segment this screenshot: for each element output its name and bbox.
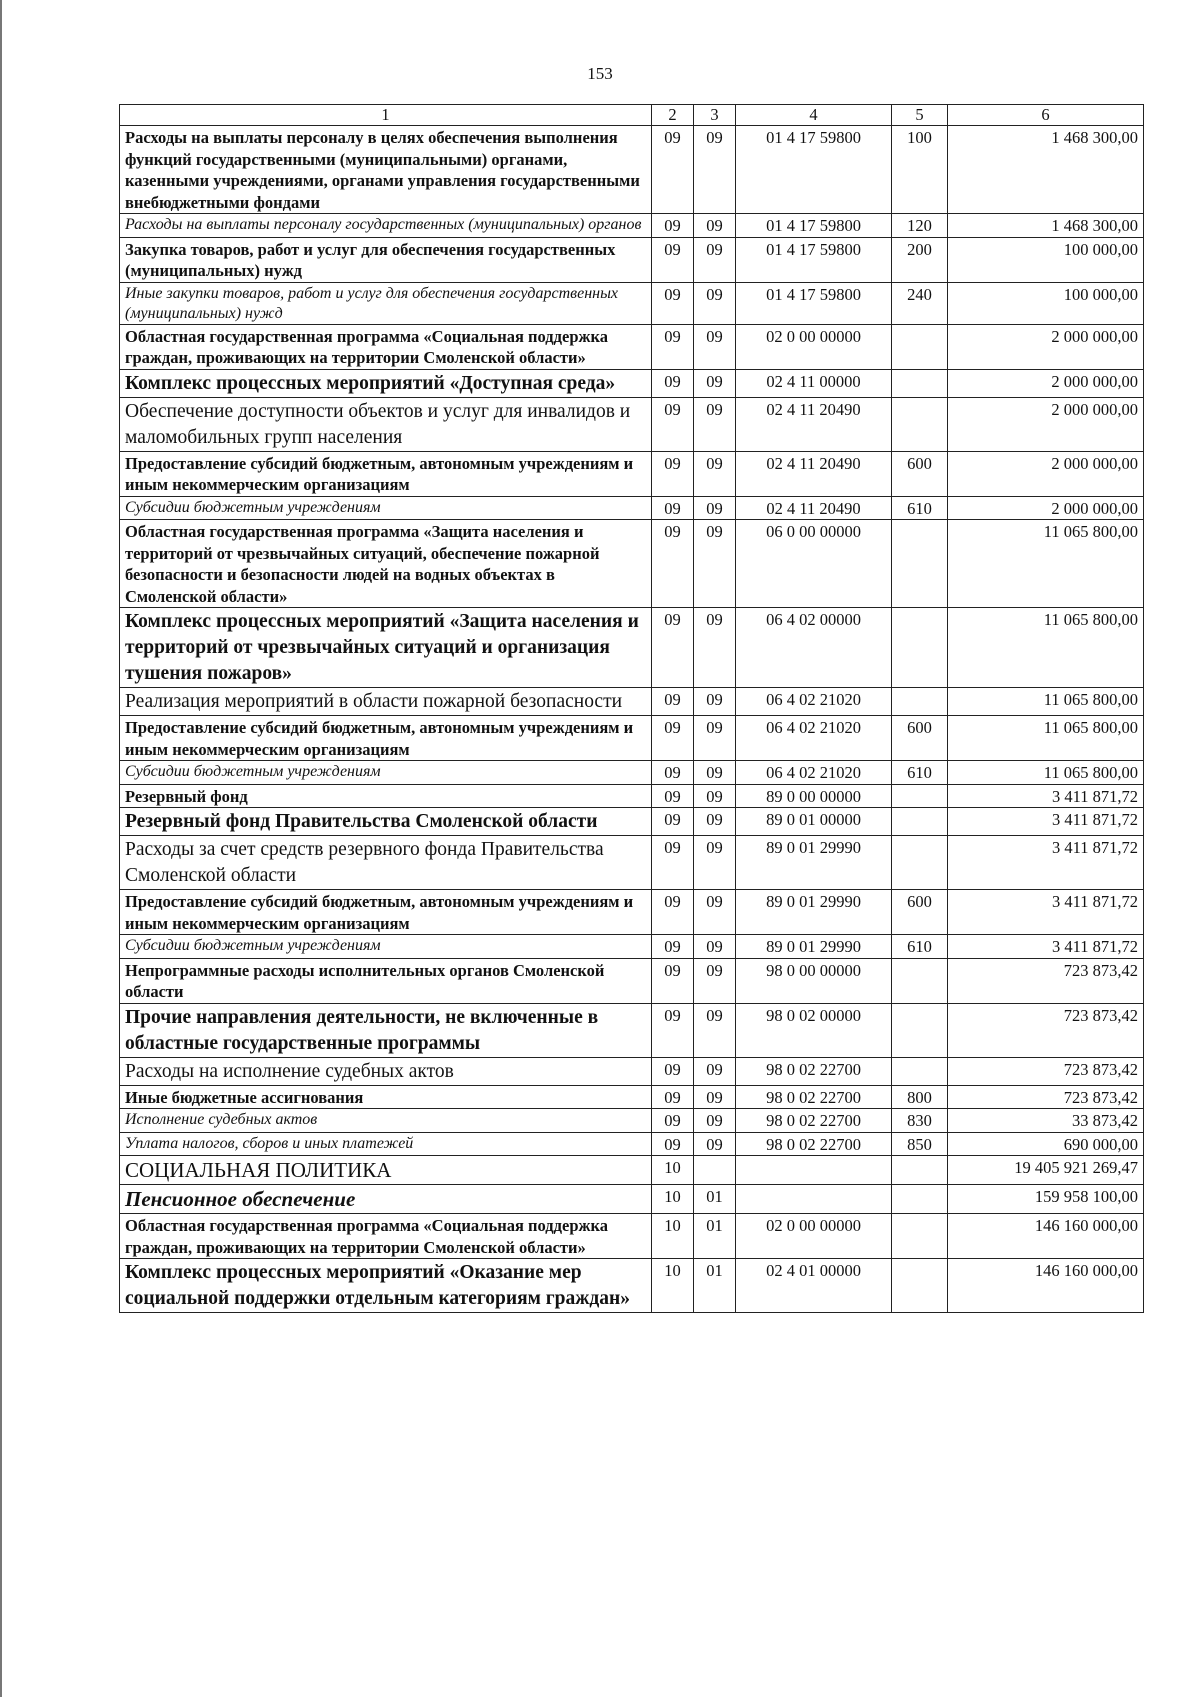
- row-expense-type-cell: 610: [892, 496, 948, 520]
- row-section-cell: 09: [652, 520, 694, 608]
- row-target-article-cell: 98 0 02 22700: [736, 1109, 892, 1133]
- row-target-article-cell: 01 4 17 59800: [736, 126, 892, 214]
- row-name-cell: Иные закупки товаров, работ и услуг для обеспечения государственных (муниципальных) нужд: [120, 282, 652, 324]
- row-target-article-cell: 89 0 00 00000: [736, 784, 892, 808]
- row-expense-type-cell: [892, 1003, 948, 1057]
- row-expense-type-cell: 120: [892, 214, 948, 238]
- row-subsection-cell: 09: [694, 958, 736, 1003]
- row-target-article-cell: 02 4 11 20490: [736, 397, 892, 451]
- row-amount-cell: 2 000 000,00: [948, 324, 1144, 369]
- table-row: [120, 808, 1144, 836]
- row-target-article-cell: 98 0 00 00000: [736, 958, 892, 1003]
- row-subsection-cell: 09: [694, 126, 736, 214]
- row-target-article-cell: 01 4 17 59800: [736, 282, 892, 324]
- row-target-article-cell: 02 4 01 00000: [736, 1259, 892, 1313]
- row-expense-type-cell: 240: [892, 282, 948, 324]
- table-row: [120, 1185, 1144, 1214]
- row-expense-type-cell: 800: [892, 1085, 948, 1109]
- row-expense-type-cell: 600: [892, 451, 948, 496]
- row-subsection-cell: 09: [694, 1085, 736, 1109]
- row-subsection-cell: 09: [694, 1132, 736, 1156]
- row-subsection-cell: 09: [694, 397, 736, 451]
- page-number: 153: [587, 64, 613, 83]
- row-name-cell: Комплекс процессных мероприятий «Оказание мер социальной поддержки отдельным категориям граждан»: [120, 1259, 652, 1313]
- row-name-cell: Расходы за счет средств резервного фонда Правительства Смоленской области: [120, 836, 652, 890]
- row-target-article-cell: 98 0 02 22700: [736, 1057, 892, 1085]
- row-section-cell: 09: [652, 761, 694, 785]
- row-name-cell: Предоставление субсидий бюджетным, автономным учреждениям и иным некоммерческим организациям: [120, 451, 652, 496]
- row-expense-type-cell: 600: [892, 716, 948, 761]
- row-target-article-cell: 02 0 00 00000: [736, 324, 892, 369]
- row-expense-type-cell: 830: [892, 1109, 948, 1133]
- row-expense-type-cell: 100: [892, 126, 948, 214]
- row-expense-type-cell: [892, 397, 948, 451]
- row-target-article-cell: 98 0 02 22700: [736, 1085, 892, 1109]
- row-name-cell: Исполнение судебных актов: [120, 1109, 652, 1133]
- row-subsection-cell: 09: [694, 761, 736, 785]
- table-row: [120, 836, 1144, 890]
- row-subsection-cell: 09: [694, 1109, 736, 1133]
- row-target-article-cell: 89 0 01 00000: [736, 808, 892, 836]
- row-target-article-cell: 89 0 01 29990: [736, 890, 892, 935]
- row-name-cell: Комплекс процессных мероприятий «Доступная среда»: [120, 369, 652, 397]
- row-subsection-cell: 09: [694, 1057, 736, 1085]
- row-amount-cell: 2 000 000,00: [948, 397, 1144, 451]
- row-name-cell: Пенсионное обеспечение: [120, 1185, 652, 1214]
- header-col-3: 3: [694, 105, 736, 126]
- row-subsection-cell: 09: [694, 836, 736, 890]
- row-expense-type-cell: [892, 688, 948, 716]
- row-subsection-cell: 01: [694, 1259, 736, 1313]
- row-expense-type-cell: 600: [892, 890, 948, 935]
- row-amount-cell: 100 000,00: [948, 282, 1144, 324]
- row-target-article-cell: [736, 1185, 892, 1214]
- row-section-cell: 09: [652, 608, 694, 688]
- table-row: [120, 126, 1144, 214]
- row-section-cell: 09: [652, 126, 694, 214]
- row-target-article-cell: 06 4 02 21020: [736, 688, 892, 716]
- row-amount-cell: 3 411 871,72: [948, 836, 1144, 890]
- row-amount-cell: 159 958 100,00: [948, 1185, 1144, 1214]
- row-subsection-cell: 09: [694, 1003, 736, 1057]
- row-subsection-cell: 09: [694, 608, 736, 688]
- row-target-article-cell: 06 4 02 21020: [736, 761, 892, 785]
- row-amount-cell: 11 065 800,00: [948, 520, 1144, 608]
- row-target-article-cell: 02 0 00 00000: [736, 1214, 892, 1259]
- table-row: [120, 890, 1144, 935]
- row-amount-cell: 3 411 871,72: [948, 890, 1144, 935]
- row-section-cell: 09: [652, 836, 694, 890]
- row-name-cell: Областная государственная программа «Защита населения и территорий от чрезвычайных ситуаций, обеспечение пожарной безопасности и безопасности людей на водных объектах в Смоленской области»: [120, 520, 652, 608]
- row-amount-cell: 146 160 000,00: [948, 1214, 1144, 1259]
- row-expense-type-cell: [892, 1259, 948, 1313]
- row-target-article-cell: 89 0 01 29990: [736, 836, 892, 890]
- row-section-cell: 09: [652, 324, 694, 369]
- row-name-cell: Предоставление субсидий бюджетным, автономным учреждениям и иным некоммерческим организациям: [120, 716, 652, 761]
- row-expense-type-cell: [892, 369, 948, 397]
- table-row: [120, 784, 1144, 808]
- table-row: [120, 369, 1144, 397]
- row-target-article-cell: [736, 1156, 892, 1185]
- row-section-cell: 09: [652, 1132, 694, 1156]
- table-row: [120, 451, 1144, 496]
- row-amount-cell: 100 000,00: [948, 237, 1144, 282]
- row-subsection-cell: 09: [694, 324, 736, 369]
- row-target-article-cell: 06 4 02 00000: [736, 608, 892, 688]
- row-name-cell: Расходы на выплаты персоналу в целях обеспечения выполнения функций государственными (муниципальными) органами, казенными учреждениями, органами управления государственными внебюджетными фондами: [120, 126, 652, 214]
- row-name-cell: Субсидии бюджетным учреждениям: [120, 761, 652, 785]
- table-row: [120, 608, 1144, 688]
- table-row: [120, 324, 1144, 369]
- table-row: [120, 688, 1144, 716]
- row-expense-type-cell: [892, 1156, 948, 1185]
- row-expense-type-cell: [892, 1185, 948, 1214]
- row-target-article-cell: 98 0 02 22700: [736, 1132, 892, 1156]
- table-row: [120, 1214, 1144, 1259]
- row-section-cell: 09: [652, 784, 694, 808]
- row-amount-cell: 1 468 300,00: [948, 214, 1144, 238]
- row-amount-cell: 33 873,42: [948, 1109, 1144, 1133]
- header-col-1: 1: [120, 105, 652, 126]
- row-subsection-cell: 09: [694, 935, 736, 959]
- row-amount-cell: 723 873,42: [948, 1003, 1144, 1057]
- row-amount-cell: 723 873,42: [948, 1057, 1144, 1085]
- row-section-cell: 09: [652, 397, 694, 451]
- table-row: [120, 1259, 1144, 1313]
- table-row: [120, 1057, 1144, 1085]
- table-row: [120, 520, 1144, 608]
- header-col-6: 6: [948, 105, 1144, 126]
- row-subsection-cell: 09: [694, 716, 736, 761]
- row-amount-cell: 11 065 800,00: [948, 761, 1144, 785]
- row-expense-type-cell: 850: [892, 1132, 948, 1156]
- table-row: [120, 761, 1144, 785]
- row-name-cell: Расходы на исполнение судебных актов: [120, 1057, 652, 1085]
- row-section-cell: 09: [652, 369, 694, 397]
- row-section-cell: 09: [652, 1003, 694, 1057]
- row-section-cell: 09: [652, 1085, 694, 1109]
- row-target-article-cell: 02 4 11 20490: [736, 496, 892, 520]
- table-row: [120, 958, 1144, 1003]
- row-subsection-cell: 09: [694, 520, 736, 608]
- row-section-cell: 10: [652, 1214, 694, 1259]
- row-name-cell: Областная государственная программа «Социальная поддержка граждан, проживающих на территории Смоленской области»: [120, 324, 652, 369]
- row-amount-cell: 3 411 871,72: [948, 935, 1144, 959]
- row-section-cell: 09: [652, 496, 694, 520]
- row-subsection-cell: 09: [694, 808, 736, 836]
- row-amount-cell: 146 160 000,00: [948, 1259, 1144, 1313]
- table-row: [120, 397, 1144, 451]
- table-row: [120, 214, 1144, 238]
- row-name-cell: Уплата налогов, сборов и иных платежей: [120, 1132, 652, 1156]
- row-section-cell: 09: [652, 890, 694, 935]
- header-col-5: 5: [892, 105, 948, 126]
- row-subsection-cell: 09: [694, 369, 736, 397]
- header-col-4: 4: [736, 105, 892, 126]
- table-body: [120, 126, 1144, 1313]
- row-name-cell: Расходы на выплаты персоналу государственных (муниципальных) органов: [120, 214, 652, 238]
- row-subsection-cell: 09: [694, 451, 736, 496]
- row-subsection-cell: 09: [694, 688, 736, 716]
- row-name-cell: Реализация мероприятий в области пожарной безопасности: [120, 688, 652, 716]
- table-row: [120, 282, 1144, 324]
- row-target-article-cell: 02 4 11 00000: [736, 369, 892, 397]
- row-amount-cell: 2 000 000,00: [948, 451, 1144, 496]
- row-subsection-cell: 09: [694, 496, 736, 520]
- row-name-cell: Субсидии бюджетным учреждениям: [120, 496, 652, 520]
- row-amount-cell: 3 411 871,72: [948, 784, 1144, 808]
- table-row: [120, 1109, 1144, 1133]
- row-subsection-cell: 09: [694, 784, 736, 808]
- row-expense-type-cell: 610: [892, 935, 948, 959]
- row-amount-cell: 1 468 300,00: [948, 126, 1144, 214]
- row-subsection-cell: 01: [694, 1185, 736, 1214]
- row-name-cell: Субсидии бюджетным учреждениям: [120, 935, 652, 959]
- row-subsection-cell: 09: [694, 237, 736, 282]
- row-expense-type-cell: [892, 808, 948, 836]
- row-subsection-cell: 09: [694, 890, 736, 935]
- row-target-article-cell: 01 4 17 59800: [736, 237, 892, 282]
- table-row: [120, 496, 1144, 520]
- row-expense-type-cell: [892, 608, 948, 688]
- table-row: [120, 1156, 1144, 1185]
- row-amount-cell: 723 873,42: [948, 958, 1144, 1003]
- row-name-cell: Областная государственная программа «Социальная поддержка граждан, проживающих на территории Смоленской области»: [120, 1214, 652, 1259]
- row-amount-cell: 690 000,00: [948, 1132, 1144, 1156]
- row-amount-cell: 11 065 800,00: [948, 716, 1144, 761]
- row-target-article-cell: 02 4 11 20490: [736, 451, 892, 496]
- row-target-article-cell: 06 4 02 21020: [736, 716, 892, 761]
- row-amount-cell: 19 405 921 269,47: [948, 1156, 1144, 1185]
- row-section-cell: 10: [652, 1259, 694, 1313]
- row-section-cell: 09: [652, 214, 694, 238]
- row-subsection-cell: 01: [694, 1214, 736, 1259]
- row-target-article-cell: 06 0 00 00000: [736, 520, 892, 608]
- row-section-cell: 10: [652, 1185, 694, 1214]
- table-row: [120, 716, 1144, 761]
- row-expense-type-cell: [892, 324, 948, 369]
- scan-margin-line: [0, 0, 2, 1697]
- row-expense-type-cell: 610: [892, 761, 948, 785]
- row-section-cell: 09: [652, 451, 694, 496]
- row-subsection-cell: 09: [694, 214, 736, 238]
- row-name-cell: Предоставление субсидий бюджетным, автономным учреждениям и иным некоммерческим организациям: [120, 890, 652, 935]
- row-section-cell: 09: [652, 1109, 694, 1133]
- header-col-2: 2: [652, 105, 694, 126]
- row-name-cell: Комплекс процессных мероприятий «Защита населения и территорий от чрезвычайных ситуаций и организация тушения пожаров»: [120, 608, 652, 688]
- row-name-cell: Иные бюджетные ассигнования: [120, 1085, 652, 1109]
- row-section-cell: 10: [652, 1156, 694, 1185]
- row-subsection-cell: [694, 1156, 736, 1185]
- header-row: [120, 105, 1144, 126]
- row-section-cell: 09: [652, 716, 694, 761]
- row-amount-cell: 723 873,42: [948, 1085, 1144, 1109]
- row-amount-cell: 3 411 871,72: [948, 808, 1144, 836]
- table-row: [120, 1085, 1144, 1109]
- row-amount-cell: 11 065 800,00: [948, 608, 1144, 688]
- row-name-cell: Закупка товаров, работ и услуг для обеспечения государственных (муниципальных) нужд: [120, 237, 652, 282]
- row-name-cell: Резервный фонд: [120, 784, 652, 808]
- row-expense-type-cell: [892, 1214, 948, 1259]
- row-target-article-cell: 89 0 01 29990: [736, 935, 892, 959]
- row-section-cell: 09: [652, 808, 694, 836]
- table-row: [120, 935, 1144, 959]
- row-expense-type-cell: [892, 958, 948, 1003]
- row-expense-type-cell: [892, 836, 948, 890]
- row-name-cell: Прочие направления деятельности, не включенные в областные государственные программы: [120, 1003, 652, 1057]
- row-expense-type-cell: [892, 520, 948, 608]
- row-amount-cell: 11 065 800,00: [948, 688, 1144, 716]
- table-row: [120, 237, 1144, 282]
- row-section-cell: 09: [652, 282, 694, 324]
- row-amount-cell: 2 000 000,00: [948, 369, 1144, 397]
- row-expense-type-cell: 200: [892, 237, 948, 282]
- row-section-cell: 09: [652, 1057, 694, 1085]
- row-section-cell: 09: [652, 688, 694, 716]
- budget-table: [119, 104, 1144, 1313]
- row-expense-type-cell: [892, 784, 948, 808]
- row-expense-type-cell: [892, 1057, 948, 1085]
- row-name-cell: Обеспечение доступности объектов и услуг для инвалидов и маломобильных групп населения: [120, 397, 652, 451]
- table-row: [120, 1132, 1144, 1156]
- row-target-article-cell: 98 0 02 00000: [736, 1003, 892, 1057]
- table-row: [120, 1003, 1144, 1057]
- row-amount-cell: 2 000 000,00: [948, 496, 1144, 520]
- row-name-cell: Непрограммные расходы исполнительных органов Смоленской области: [120, 958, 652, 1003]
- row-section-cell: 09: [652, 958, 694, 1003]
- row-name-cell: Резервный фонд Правительства Смоленской области: [120, 808, 652, 836]
- row-target-article-cell: 01 4 17 59800: [736, 214, 892, 238]
- row-section-cell: 09: [652, 935, 694, 959]
- row-name-cell: СОЦИАЛЬНАЯ ПОЛИТИКА: [120, 1156, 652, 1185]
- row-section-cell: 09: [652, 237, 694, 282]
- row-subsection-cell: 09: [694, 282, 736, 324]
